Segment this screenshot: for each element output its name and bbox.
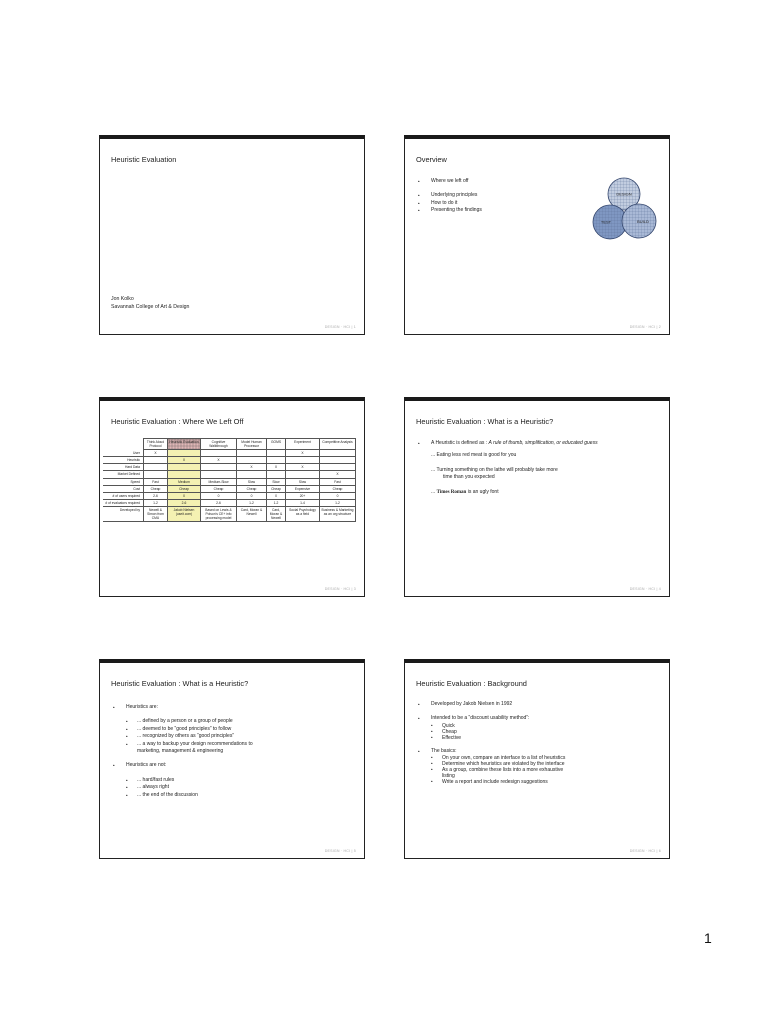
column-header: Competitive Analysis xyxy=(320,439,356,450)
column-header: GOMS xyxy=(267,439,286,450)
slide-title: Heuristic Evaluation : Background xyxy=(416,679,527,688)
heuristics-list xyxy=(112,704,253,799)
list-item: • Presenting the findings xyxy=(418,207,482,214)
list-item: • As a group, combine these lists into a more exhaustive xyxy=(431,767,564,774)
list-item: • Determine which heuristics are violated by the interface xyxy=(431,761,565,768)
author-block xyxy=(111,295,189,311)
slide-title: Heuristic Evaluation : Where We Left Off xyxy=(111,417,244,426)
table-row: Hard Data X X X xyxy=(103,464,356,471)
definition-list xyxy=(417,440,598,496)
table-row: # of evaluators required 1-2 2-6 2-6 1-2 1-2 1-4 1-2 xyxy=(103,499,356,506)
table-row: Heuristic X X xyxy=(103,457,356,464)
list-item: • Heuristics are: xyxy=(113,704,158,710)
venn-label-test: TEST xyxy=(600,219,612,225)
list-item: • ... deemed to be “good principles” to follow xyxy=(126,725,232,732)
column-header: Cognitive Walkthrough xyxy=(201,439,237,450)
slide-4 xyxy=(404,397,670,597)
list-item: • Developed by Jakob Nielsen in 1992 xyxy=(418,701,513,707)
author-affiliation: Savannah College of Art & Design xyxy=(111,304,190,310)
list-item: • Where we left off xyxy=(418,178,469,184)
list-item: • Intended to be a “discount usability method”: xyxy=(418,715,530,722)
slide-footer: DESIGN · HCI | 2 xyxy=(629,325,661,329)
list-item: • ... defined by a person or a group of people xyxy=(126,718,233,725)
list-item: • A Heuristic is defined as : A rule of thumb, simplification, or educated guess xyxy=(418,440,598,446)
example-text: ... Times Roman is an ugly font xyxy=(431,488,499,495)
table-row: Developed by Newell & Simon from CMU Jakob Nielsen (useit.com) Based on Lewis & Polson's CE+ info processing model Card, Moran & Newell Card, Moran & Newell Social Psychology as a field Business & Marketing as an org structure xyxy=(103,506,356,521)
list-item: • Heuristics are not: xyxy=(113,762,167,769)
author-name: Jon Kolko xyxy=(111,296,134,302)
list-item: • ... the end of the discussion xyxy=(126,791,198,798)
list-item: • On your own, compare an interface to a list of heuristics xyxy=(431,755,566,762)
slide-title: Heuristic Evaluation xyxy=(111,155,177,164)
column-header: Heuristic Evaluation xyxy=(168,439,201,450)
example-text: ... Turning something on the lathe will probably take more xyxy=(431,466,558,473)
table-row: # of users required 2-6 0 0 0 0 20+ 0 xyxy=(103,492,356,499)
table-row: Market Defined X xyxy=(103,471,356,478)
list-item: • ... always right xyxy=(126,784,169,791)
slide-footer: DESIGN · HCI | 1 xyxy=(324,325,356,329)
slide-3 xyxy=(99,397,365,597)
example-text: ... Eating less red meat is good for you xyxy=(431,452,517,459)
table-header-row xyxy=(103,439,356,450)
slide-footer: DESIGN · HCI | 3 xyxy=(324,587,356,591)
slide-1 xyxy=(99,135,365,335)
slide-6 xyxy=(404,659,670,859)
list-item: • Write a report and include redesign suggestions xyxy=(431,779,548,786)
design-test-build-venn-diagram xyxy=(590,175,660,245)
list-item: • How to do it xyxy=(418,199,458,206)
slide-footer: DESIGN · HCI | 5 xyxy=(324,849,356,853)
page-number: 1 xyxy=(704,930,712,946)
list-item-continuation: marketing, management & engineering xyxy=(137,748,224,755)
list-item: • The basics: xyxy=(418,747,457,754)
slide-footer: DESIGN · HCI | 6 xyxy=(629,849,661,853)
slide-title: Heuristic Evaluation : What is a Heuristic? xyxy=(111,679,249,688)
table-row: User X X xyxy=(103,450,356,457)
example-text: time than you expected xyxy=(443,474,495,481)
slide-title: Heuristic Evaluation : What is a Heuristic? xyxy=(416,417,554,426)
list-item: • Cheap xyxy=(431,728,457,735)
method-comparison-table xyxy=(103,438,356,522)
list-item: • Quick xyxy=(431,722,455,729)
slide-2 xyxy=(404,135,670,335)
list-item: • Effective xyxy=(431,734,462,741)
background-list xyxy=(417,701,565,785)
venn-label-design: DESIGN xyxy=(616,191,632,197)
column-header: Experiment xyxy=(286,439,320,450)
venn-label-build: BUILD xyxy=(637,219,649,224)
table-row: Speed Fast Medium Medium-Slow Slow Slow Slow Fast xyxy=(103,478,356,485)
slide-5 xyxy=(99,659,365,859)
table-row: Cost Cheap Cheap Cheap Cheap Cheap Expensive Cheap xyxy=(103,485,356,492)
list-item: • ... a way to backup your design recommendations to xyxy=(126,740,253,747)
column-header: Think Aloud Protocol xyxy=(144,439,168,450)
list-item-continuation: listing xyxy=(442,773,455,780)
list-item: • ... hard/fast rules xyxy=(126,776,175,783)
slide-footer: DESIGN · HCI | 4 xyxy=(629,587,661,591)
overview-list xyxy=(417,178,482,215)
list-item: • ... recognized by others as “good principles” xyxy=(126,733,234,740)
column-header: Model Human Processor xyxy=(237,439,267,450)
slide-title: Overview xyxy=(416,155,447,164)
list-item: • Underlying principles xyxy=(418,192,478,199)
